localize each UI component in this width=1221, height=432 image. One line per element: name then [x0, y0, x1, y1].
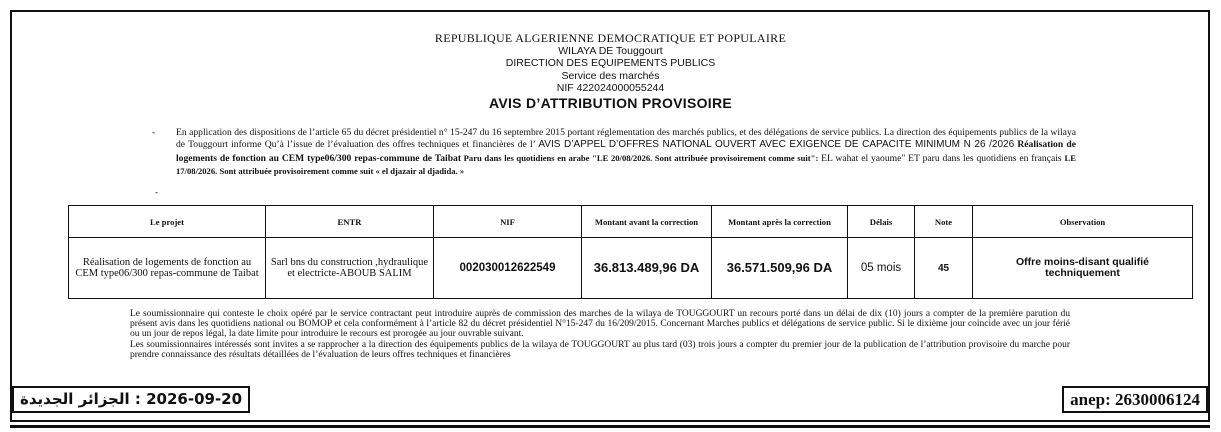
intro-text-5: EL wahat el yaoume" ET paru dans les quotidiens en français — [818, 152, 1065, 164]
table-row — [69, 238, 1193, 299]
intro-text-1: En application des dispositions de l’article 65 du décret présidentiel n° 15-247 du 16 septembre 2015 portant réglementation des marchés publics, et des délégations de service publics. La direction des équipements publics de la wilaya de Touggourt informe Qu’à l’issue de l’évaluation des offres techniques et financières de l’ — [176, 127, 1076, 151]
cell-montant-avant: 36.813.489,96 DA — [582, 238, 712, 299]
page-title: AVIS D’ATTRIBUTION PROVISOIRE — [488, 94, 733, 111]
newspaper-date-tag — [12, 386, 250, 413]
intro-paragraph — [152, 127, 1076, 179]
anep-tag: anep: 2630006124 — [1062, 386, 1208, 413]
intro-publication-ar: Paru dans les quotidiens en arabe "LE 20/08/2026. Sont attribuée provisoirement comme suit": — [461, 152, 819, 163]
header-projet: Le projet — [69, 206, 266, 238]
header — [0, 32, 1221, 109]
service-line: Service des marchés — [561, 69, 660, 82]
header-nif: NIF — [434, 206, 582, 238]
header-montant-avant: Montant avant la correction — [582, 206, 712, 238]
header-entr: ENTR — [266, 206, 434, 238]
intro-project: Réalisation de logements de fonction au CEM type06/300 repas-commune de Taibat — [176, 139, 1076, 164]
republic-line: REPUBLIQUE ALGERIENNE DEMOCRATIQUE ET POPULAIRE — [434, 31, 787, 45]
bottom-rule — [10, 425, 1210, 428]
header-delais: Délais — [848, 206, 915, 238]
intro-dash: - — [152, 127, 156, 138]
cell-montant-apres: 36.571.509,96 DA — [712, 238, 848, 299]
consultation-text: Les soumissionnaires intéressés sont invites a se rapprocher a la direction des équipements publics de la wilaya de TOUGGOURT au plus tard (03) trois jours a compter du premier jour de la publication de l’attribution provisoire du marche pour prendre connaissance des résultats détaillées de l’évaluation de leurs offres techniques et financières — [130, 339, 1070, 360]
publication-date: 2026-09-20 — [146, 390, 243, 408]
wilaya-line: WILAYA DE Touggourt — [558, 44, 663, 57]
cell-nif: 002030012622549 — [434, 238, 582, 299]
award-table — [68, 205, 1193, 299]
footer-paragraph — [130, 309, 1070, 360]
intro-tender-ref: AVIS D’APPEL D’OFFRES NATIONAL OUVERT AVEC EXIGENCE DE CAPACITE MINIMUM N 26 /2026 — [538, 139, 1015, 151]
header-note: Note — [915, 206, 973, 238]
cell-entr: Sarl bns du construction ,hydraulique et electricte-ABOUB SALIM — [266, 238, 434, 299]
recourse-text: Le soumissionnaire qui conteste le choix opéré par le service contractant peut introduire auprès de commission des marches de la wilaya de TOUGGOURT un recours porté dans un délai de dix (10) jours a compter de la première parution du présent avis dans les quotidiens national ou BOMOP et cela conformément à l’article 82 du décret présidentiel N°15-247 du 16/209/2015. Concernant Marches publics et délégations de service public. Si le dixième jour coincide avec un jour férié ou un jour de repos légal, la date limite pour introduire le recours est prorogée au jour ouvrable suivant. — [130, 309, 1070, 340]
cell-note: 45 — [915, 238, 973, 299]
cell-delais: 05 mois — [848, 238, 915, 299]
header-montant-apres: Montant après la correction — [712, 206, 848, 238]
header-observation: Observation — [973, 206, 1193, 238]
stray-dash: - — [155, 187, 158, 197]
newspaper-name: الجزائر الجديدة — [20, 390, 130, 408]
cell-observation: Offre moins-disant qualifié techniquement — [973, 238, 1193, 299]
intro-publication-fr: LE 17/08/2026. Sont attribuée provisoirement comme suit « el djazair al djadida. » — [176, 152, 1076, 177]
nif-line: NIF 422024000055244 — [556, 82, 665, 94]
direction-line: DIRECTION DES EQUIPEMENTS PUBLICS — [505, 57, 716, 69]
cell-projet: Réalisation de logements de fonction au CEM type06/300 repas-commune de Taibat — [69, 238, 266, 299]
tag-separator: : — [129, 390, 147, 408]
table-header-row — [69, 206, 1193, 238]
